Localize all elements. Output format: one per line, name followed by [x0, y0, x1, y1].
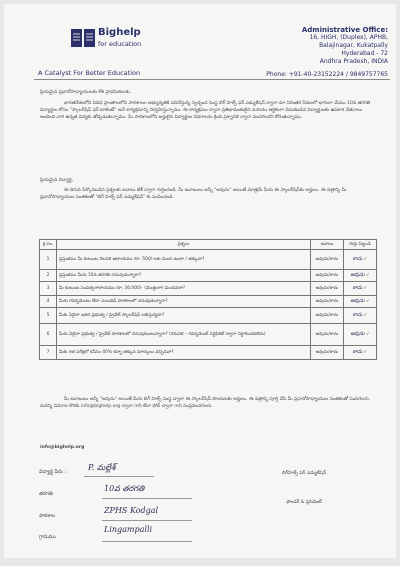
- instruction-greeting: ప్రియమైన విద్యార్థి,: [40, 178, 74, 183]
- founder-title: ఫౌండర్ & ప్రెసిడెంట్: [286, 500, 322, 505]
- phone: Phone: +91-40-23152224 / 9849757765: [266, 71, 388, 78]
- answer-mark[interactable]: అవును ✓: [344, 296, 377, 308]
- row-number: 4: [40, 296, 57, 308]
- answer-option: అవును/కాదు: [311, 296, 344, 308]
- column-header: గుర్తు పెట్టండి: [344, 240, 377, 250]
- answer-option: అవును/కాదు: [311, 324, 344, 346]
- table-row: [40, 308, 377, 324]
- answer-mark[interactable]: అవును ✓: [344, 270, 377, 282]
- student-name-label: విద్యార్థి పేరు :: [39, 469, 67, 475]
- answer-option: అవును/కాదు: [311, 282, 344, 296]
- answer-option: అవును/కాదు: [311, 346, 344, 360]
- organization-name: బిగ్‌హెల్ప్ ఫర్ ఎడ్యుకేషన్: [281, 471, 327, 476]
- tagline: A Catalyst For Better Education: [38, 69, 141, 77]
- table-row: [40, 270, 377, 282]
- underline: [84, 476, 154, 477]
- row-number: 7: [40, 346, 57, 360]
- answer-mark[interactable]: కాదు ✓: [344, 346, 377, 360]
- question-text: మీ కుటుంబ సంవత్సరాదాయము రూ. 36,000/- (మొత్తంగా) మించినదా?: [57, 282, 311, 296]
- question-text: మీరు ఏదైనా ప్రభుత్వ / ప్రైవేట్ పాఠశాలలో చదువుకుంటున్నారా? (గమనిక – గవర్నమెంట్ సర్టిఫికెట్ ద్వారా నిర్ధారించవలెను): [57, 324, 311, 346]
- address-line: 16, HIGH, (Duplex), APHB,: [309, 34, 388, 41]
- table-row: [40, 296, 377, 308]
- underline: [102, 498, 192, 499]
- answer-mark[interactable]: కాదు ✓: [344, 308, 377, 324]
- instruction-body: ఈ దిగువ పేర్కొనబడిన ప్రశ్నలకు జవాబు టిక్ ద్వారా గుర్తించండి. మీ జవాబులు అన్నీ "అవును" అయితే మాత్రమే మీరు ఈ స్కాలర్‌షిప్‌కు అర్హులు. ఈ పత్రాన్ని మీ ప్రధానోపాధ్యాయుల సంతకంతో "బిగ్ హెల్ప్ ఫర్ ఎడ్యుకేషన్" కు పంపించండి.: [40, 188, 347, 200]
- question-text: ప్రస్తుతము మీరు 10వ తరగతి చదువుచున్నారా?: [57, 270, 311, 282]
- village-value[interactable]: Lingampalli: [104, 525, 153, 534]
- school-value[interactable]: ZPHS Kodgal: [104, 506, 159, 515]
- book-logo-icon: [70, 26, 96, 50]
- row-number: 2: [40, 270, 57, 282]
- row-number: 1: [40, 250, 57, 270]
- letter-page: [4, 4, 396, 558]
- underline: [102, 541, 192, 542]
- questionnaire-table: [39, 239, 377, 360]
- column-header: జవాబు: [311, 240, 344, 250]
- student-name-value[interactable]: P. మల్లేశ్: [88, 463, 116, 472]
- class-value[interactable]: 10వ తరగతి: [104, 484, 145, 493]
- column-header: ప్రశ్నలు: [57, 240, 311, 250]
- answer-option: అవును/కాదు: [311, 270, 344, 282]
- question-text: మీకు ఏదైనా ఇతర ప్రభుత్వ / ప్రైవేట్ స్కాలర్‌షిప్ లభిస్తున్నదా?: [57, 308, 311, 324]
- class-label: తరగతి: [39, 491, 53, 497]
- question-text: మీరు గవర్నమెంటు లేదా ఎయిడెడ్ పాఠశాలలో చదువుతున్నారా?: [57, 296, 311, 308]
- answer-mark[interactable]: అవును ✓: [344, 324, 377, 346]
- brand-name: Bighelp: [98, 27, 141, 38]
- row-number: 5: [40, 308, 57, 324]
- underline: [102, 520, 192, 521]
- address-line: Balajinagar, Kukatpally: [319, 42, 388, 49]
- village-label: గ్రామము: [39, 534, 56, 540]
- row-number: 6: [40, 324, 57, 346]
- address-line: Hyderabad - 72: [341, 50, 388, 57]
- table-row: [40, 250, 377, 270]
- question-text: ప్రస్తుతము మీ కుటుంబ నెలసరి ఆదాయము రూ. 500/-లకు మించి ఉందా / తక్కువా?: [57, 250, 311, 270]
- address-line: Andhra Pradesh, INDIA: [319, 58, 388, 65]
- row-number: 3: [40, 282, 57, 296]
- intro-greeting: ప్రియమైన ప్రధానోపాధ్యాయులకు లేక ప్రాథమికులకు,: [40, 90, 132, 95]
- contact-email: info@bighelp.org: [40, 445, 85, 450]
- answer-option: అవును/కాదు: [311, 308, 344, 324]
- table-row: [40, 282, 377, 296]
- question-text: మీకు గత పరీక్షలో కనీసం 40% కన్నా తక్కువ మార్కులు వచ్చినవా?: [57, 346, 311, 360]
- answer-option: అవును/కాదు: [311, 250, 344, 270]
- brand-subtitle: for education: [98, 40, 142, 48]
- intro-body: భారతదేశంలోని వివిధ ప్రాంతాలలోని పాఠశాలల అభ్యున్నతికి పనిచేస్తున్న స్వచ్ఛంద సంస్థ బిగ్ హెల్ప్ ఫర్ ఎడ్యుకేషన్ ద్వారా మా నిరంతర సేవలలో భాగంగా మేము 10వ తరగతి విద్యార్థుల కోసం "స్కాలర్‌షిప్ ఫర్ టాలెంట్" అనే కార్యక్రమాన్ని నిర్వహిస్తున్నాము. ఈ కార్యక్రమం ద్వారా ప్రతిభావంతులైన మరియు ఆర్థికంగా వెనుకబడిన విద్యార్థులకు ఉపకార వేతనాలు అందించి వారి ఉన్నత విద్యకు తోడ్పడుతున్నాము. మీ పాఠశాలలోని అర్హులైన విద్యార్థుల వివరాలను క్రింది ప్రశ్నావళి ద్వారా పంపగలరని కోరుతున్నాము.: [40, 101, 371, 120]
- office-address: [302, 26, 388, 66]
- notes-body: మీ జవాబులు అన్నీ "అవును" అయితే మీరు బిగ్ హెల్ప్ సంస్థ ద్వారా ఈ స్కాలర్‌షిప్ పొందుటకు అర్హులు. ఈ పత్రాన్ని పూర్తి చేసి మీ ప్రధానోపాధ్యాయుల సంతకంతో పంపగలరు. మరిన్ని వివరాల కొరకు info@bighelp.org ద్వారా గాని లేదా ఫోన్ ద్వారా గాని సంప్రదించగలరు.: [40, 397, 371, 409]
- table-row: [40, 324, 377, 346]
- table-row: [40, 346, 377, 360]
- header-divider: [34, 79, 390, 80]
- school-label: పాఠశాల: [39, 513, 56, 519]
- answer-mark[interactable]: కాదు ✓: [344, 282, 377, 296]
- column-header: క్ర.సం.: [40, 240, 57, 250]
- table-header-row: [40, 240, 377, 250]
- office-title: Administrative Office:: [301, 26, 388, 34]
- answer-mark[interactable]: కాదు ✓: [344, 250, 377, 270]
